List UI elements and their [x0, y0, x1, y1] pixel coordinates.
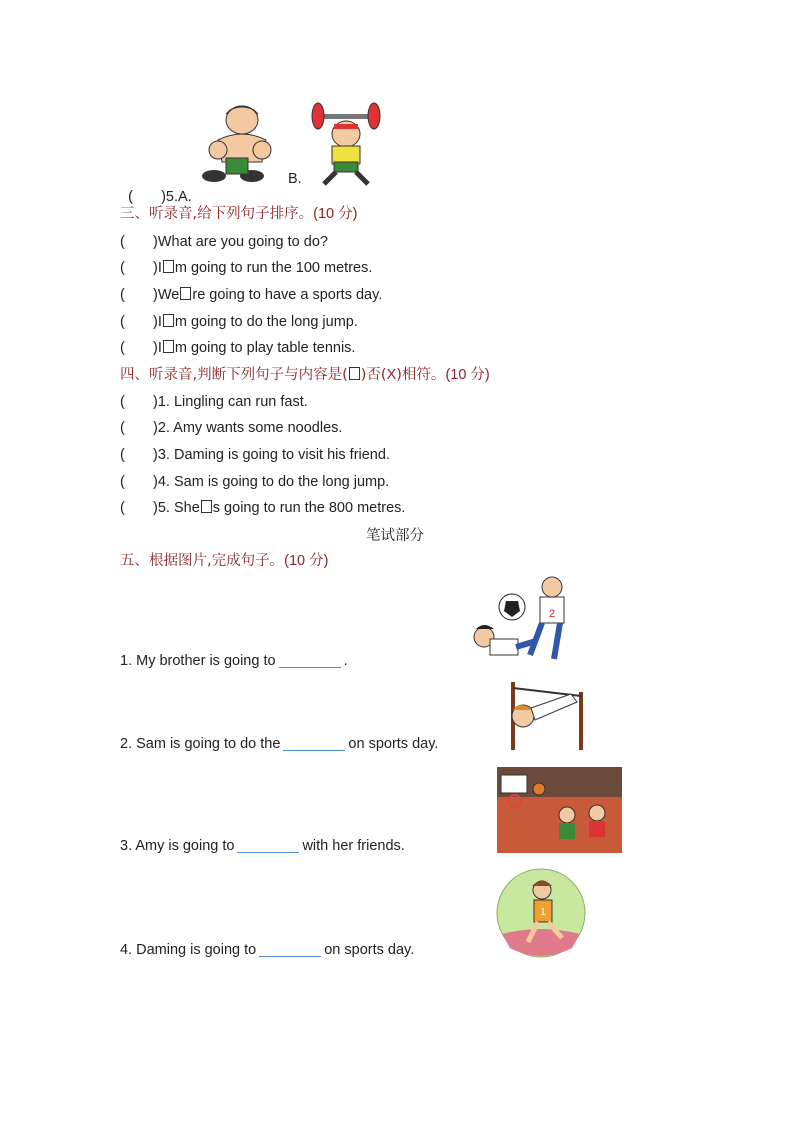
jersey-number: 2 [548, 608, 556, 620]
answer-paren[interactable]: ( ) [120, 287, 158, 303]
answer-blank[interactable] [279, 653, 341, 668]
sentence-text: We [157, 287, 180, 303]
answer-blank[interactable] [237, 838, 299, 853]
sentence-text: m going to run the 100 metres. [174, 260, 373, 276]
sentence-text: m going to play table tennis. [174, 340, 356, 356]
s5-item-4 [120, 941, 414, 959]
section-3-title: 三、听录音,给下列句子排序。 [120, 206, 314, 222]
section-5-header [120, 552, 328, 570]
s3-item-1 [120, 233, 328, 251]
section-3-header [120, 205, 357, 223]
section-4-title: 四、听录音,判断下列句子与内容是( [120, 367, 348, 383]
answer-paren[interactable]: ( ) [120, 500, 158, 516]
sentence-text: 1. My brother is going to [120, 653, 276, 669]
written-part-title: 笔试部分 [366, 528, 424, 544]
weightlifter-picture [308, 100, 384, 188]
soccer-picture [466, 575, 590, 667]
s5-item-2 [120, 735, 438, 753]
missing-glyph-box [163, 314, 174, 327]
answer-paren[interactable]: ( ) [120, 447, 158, 463]
s4-item-4 [120, 473, 389, 491]
sentence-text: 1. Lingling can run fast. [157, 394, 308, 410]
s5-item-1 [120, 652, 348, 670]
answer-paren[interactable]: ( ) [120, 394, 158, 410]
running-picture [496, 868, 586, 958]
answer-paren[interactable]: ( ) [120, 474, 158, 490]
question-5-label: ( )5.A. [128, 189, 192, 205]
answer-paren[interactable]: ( ) [120, 420, 158, 436]
missing-glyph-box [180, 287, 191, 300]
runner-starting-picture [198, 100, 284, 188]
sentence-text: . [343, 653, 348, 669]
section-3-points: (10 分) [313, 206, 358, 222]
sentence-text: What are you going to do? [157, 234, 328, 250]
s4-item-5 [120, 499, 405, 517]
sentence-text: on sports day. [324, 942, 415, 958]
section-5-points: (10 分) [284, 553, 329, 569]
sentence-text: 2. Sam is going to do the [120, 736, 281, 752]
answer-blank[interactable] [259, 942, 321, 957]
s3-item-2 [120, 259, 372, 277]
cross-mark: X [386, 367, 397, 383]
sentence-text: I [157, 260, 162, 276]
sentence-text: 3. Amy is going to [120, 838, 235, 854]
question-5 [120, 170, 192, 206]
section-4-points: (10 分) [445, 367, 490, 383]
sentence-text: I [157, 314, 162, 330]
s4-item-3 [120, 446, 390, 464]
basketball-picture [497, 767, 622, 853]
jersey-number: 1 [540, 907, 546, 918]
sentence-text: on sports day. [348, 736, 439, 752]
missing-glyph-box [163, 260, 174, 273]
sentence-text: 4. Daming is going to [120, 942, 257, 958]
answer-blank[interactable] [283, 736, 345, 751]
answer-paren[interactable]: ( ) [120, 260, 158, 276]
high-jump-picture [497, 680, 601, 752]
sentence-text: 3. Daming is going to visit his friend. [157, 447, 390, 463]
sentence-text: I [157, 340, 162, 356]
section-5-title: 五、根据图片,完成句子。 [120, 553, 285, 569]
option-b-label: B. [288, 171, 302, 187]
s3-item-5 [120, 339, 355, 357]
answer-paren[interactable]: ( ) [120, 340, 158, 356]
sentence-text: 4. Sam is going to do the long jump. [157, 474, 390, 490]
missing-glyph-box [201, 500, 212, 513]
answer-paren[interactable]: ( ) [120, 234, 158, 250]
section-4-header [120, 366, 490, 384]
s3-item-3 [120, 286, 382, 304]
sentence-text: s going to run the 800 metres. [212, 500, 406, 516]
missing-glyph-box [349, 367, 360, 380]
sentence-text: 2. Amy wants some noodles. [157, 420, 343, 436]
sentence-text: re going to have a sports day. [192, 287, 383, 303]
sentence-text: 5. She [157, 500, 200, 516]
section-4-title-end: )相符。 [396, 367, 446, 383]
answer-paren[interactable]: ( ) [120, 314, 158, 330]
s4-item-1 [120, 393, 308, 411]
s3-item-4 [120, 313, 358, 331]
missing-glyph-box [163, 340, 174, 353]
s5-item-3 [120, 837, 405, 855]
sentence-text: m going to do the long jump. [174, 314, 358, 330]
s4-item-2 [120, 419, 342, 437]
section-4-title-mid: )否( [360, 367, 387, 383]
sentence-text: with her friends. [302, 838, 405, 854]
